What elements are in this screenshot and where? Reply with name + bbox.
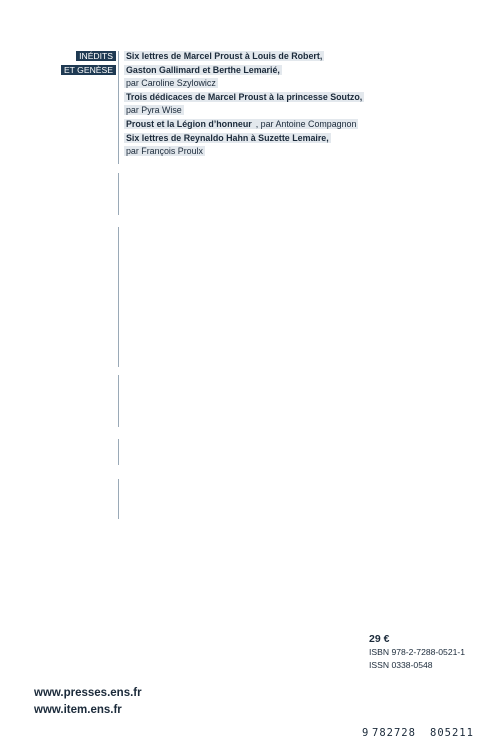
barcode-group-2: 805211 <box>430 727 474 739</box>
rubric-line <box>61 50 116 64</box>
price: 29 € <box>369 633 390 645</box>
entry-line <box>124 64 464 78</box>
barcode-lead-digit: 9 <box>362 727 370 739</box>
url-item[interactable]: www.item.ens.fr <box>34 704 122 716</box>
section-rule <box>118 227 119 367</box>
entry-author: par François Proulx <box>126 146 203 157</box>
entry-author: par Caroline Szylowicz <box>126 78 216 89</box>
entry-author: , par Antoine Compagnon <box>255 118 357 129</box>
entry-title: Gaston Gallimard et Berthe Lemarié, <box>126 64 280 75</box>
section-rule <box>118 173 119 215</box>
entry-author: par Pyra Wise <box>126 105 182 116</box>
rubric-line <box>61 64 116 78</box>
entry-line <box>124 118 464 132</box>
entry-title: Trois dédicaces de Marcel Proust à la princesse Soutzo, <box>126 91 363 102</box>
section-rule <box>118 479 119 519</box>
entry-line <box>124 91 464 105</box>
entry-list <box>124 50 464 159</box>
rubric-text: ET GENÈSE <box>61 65 116 75</box>
entry-line <box>124 104 464 118</box>
section-rule <box>118 375 119 427</box>
website-links <box>34 685 142 719</box>
entry-line <box>124 145 464 159</box>
url-presses[interactable]: www.presses.ens.fr <box>34 687 142 699</box>
section-rule <box>118 439 119 465</box>
issn: ISSN 0338-0548 <box>369 660 433 670</box>
entry-title: Six lettres de Marcel Proust à Louis de Robert, <box>126 51 323 61</box>
entry-title: Six lettres de Reynaldo Hahn à Suzette Lemaire, <box>126 132 329 143</box>
rubric-label <box>61 50 116 77</box>
isbn: ISBN 978-2-7288-0521-1 <box>369 647 466 657</box>
rubric-text: INÉDITS <box>76 51 116 61</box>
isbn-block <box>369 646 465 672</box>
section-rule <box>118 51 119 164</box>
entry-line <box>124 77 464 91</box>
barcode-group-1: 782728 <box>372 727 416 739</box>
entry-line <box>124 132 464 146</box>
entry-line <box>124 50 464 64</box>
entry-title: Proust et la Légion d’honneur <box>126 118 252 129</box>
